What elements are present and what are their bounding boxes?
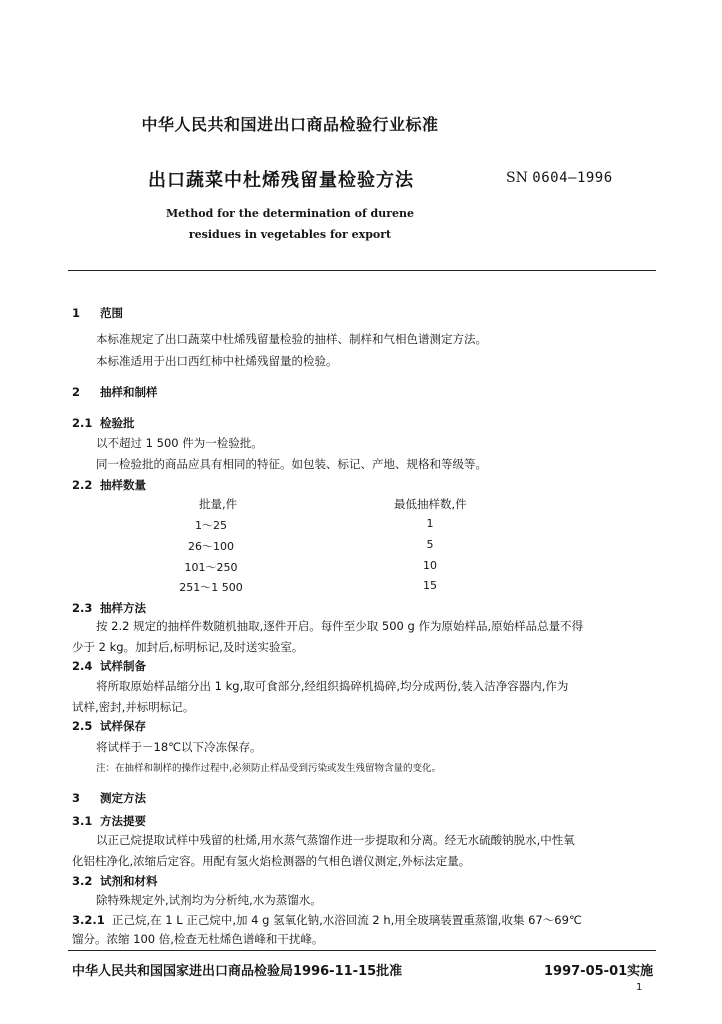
table-cell-batch: 251～1 500 [179,581,243,594]
paragraph-continuation: 馏分。浓缩 100 倍,检查无杜烯色谱峰和干扰峰。 [72,932,324,946]
table-cell-samples: 5 [426,538,434,551]
section-1-heading [72,305,123,321]
subsection-2-1-heading [72,415,135,431]
paragraph: 本标准规定了出口蔬菜中杜烯残留量检验的抽样、制样和气相色谱测定方法。 [96,332,487,346]
paragraph: 以不超过 1 500 件为一检验批。 [96,436,263,450]
subsection-number: 2.5 [72,719,93,733]
subsection-3-2-heading [72,873,158,889]
subsection-number: 3.2 [72,874,93,888]
approval-statement: 中华人民共和国国家进出口商品检验局1996-11-15批准 [72,964,403,979]
paragraph: 以正己烷提取试样中残留的杜烯,用水蒸气蒸馏作进一步提取和分离。经无水硫酸钠脱水,中性氧 [96,833,575,847]
table-header-samples: 最低抽样数,件 [394,497,467,511]
english-title-line-2: residues in vegetables for export [188,228,392,241]
paragraph: 将试样于－18℃以下冷冻保存。 [96,740,262,754]
page-number: 1 [636,982,643,993]
clause-3-2-1 [72,912,582,928]
subsection-3-1-heading [72,813,146,829]
table-cell-samples: 15 [423,579,437,592]
section-3-heading [72,790,146,806]
section-title: 抽样和制样 [100,385,158,399]
paragraph: 将所取原始样品缩分出 1 kg,取可食部分,经组织捣碎机捣碎,均分成两份,装入洁净容器内,作为 [96,679,569,693]
subsection-title: 试样制备 [100,659,146,673]
paragraph: 同一检验批的商品应具有相同的特征。如包装、标记、产地、规格和等级等。 [96,457,487,471]
header-divider [68,270,656,271]
paragraph: 除特殊规定外,试剂均为分析纯,水为蒸馏水。 [96,893,322,907]
document-title: 出口蔬菜中杜烯残留量检验方法 [148,170,414,191]
section-number: 1 [72,306,81,320]
subsection-title: 抽样方法 [100,601,146,615]
paragraph-continuation: 化铝柱净化,浓缩后定容。用配有氢火焰检测器的气相色谱仪测定,外标法定量。 [72,854,471,868]
effective-date: 1997-05-01实施 [544,964,654,979]
note: 注：在抽样和制样的操作过程中,必须防止样品受到污染或发生残留物含量的变化。 [96,763,442,774]
section-title: 范围 [100,306,123,320]
paragraph-continuation: 少于 2 kg。加封后,标明标记,及时送实验室。 [72,640,304,654]
english-title-line-1: Method for the determination of durene [165,207,415,220]
subsection-title: 试剂和材料 [100,874,158,888]
subsection-2-5-heading [72,718,146,734]
section-title: 测定方法 [100,791,146,805]
subsection-number: 2.1 [72,416,93,430]
standard-code: 0604—1996 [532,170,613,186]
subsection-title: 检验批 [100,416,135,430]
table-header-batch: 批量,件 [199,497,238,511]
subsection-number: 2.2 [72,478,93,492]
subsection-2-4-heading [72,658,146,674]
paragraph: 按 2.2 规定的抽样件数随机抽取,逐件开启。每件至少取 500 g 作为原始样品,原始样品总量不得 [96,619,584,633]
table-cell-batch: 1～25 [195,519,227,532]
table-cell-samples: 1 [426,517,434,530]
section-number: 3 [72,791,81,805]
subsection-2-3-heading [72,600,146,616]
table-cell-batch: 101～250 [184,561,238,574]
section-number: 2 [72,385,81,399]
subsection-number: 2.4 [72,659,93,673]
subsection-number: 2.3 [72,601,93,615]
subsection-number: 3.1 [72,814,93,828]
subsection-title: 抽样数量 [100,478,146,492]
clause-text: 正己烷,在 1 L 正己烷中,加 4 g 氢氧化钠,水浴回流 2 h,用全玻璃装置重蒸馏,收集 67～69℃ [112,913,582,927]
standard-number [506,170,613,186]
footer-divider [68,950,656,951]
paragraph: 本标准适用于出口西红柿中杜烯残留量的检验。 [96,354,338,368]
subsection-2-2-heading [72,477,146,493]
clause-number: 3.2.1 [72,913,105,927]
table-cell-batch: 26～100 [188,540,234,553]
section-2-heading [72,384,158,400]
table-cell-samples: 10 [423,559,437,572]
paragraph-continuation: 试样,密封,并标明标记。 [72,700,195,714]
subsection-title: 试样保存 [100,719,146,733]
industry-standard-title: 中华人民共和国进出口商品检验行业标准 [141,115,439,134]
standard-prefix: SN [506,170,528,186]
subsection-title: 方法提要 [100,814,146,828]
